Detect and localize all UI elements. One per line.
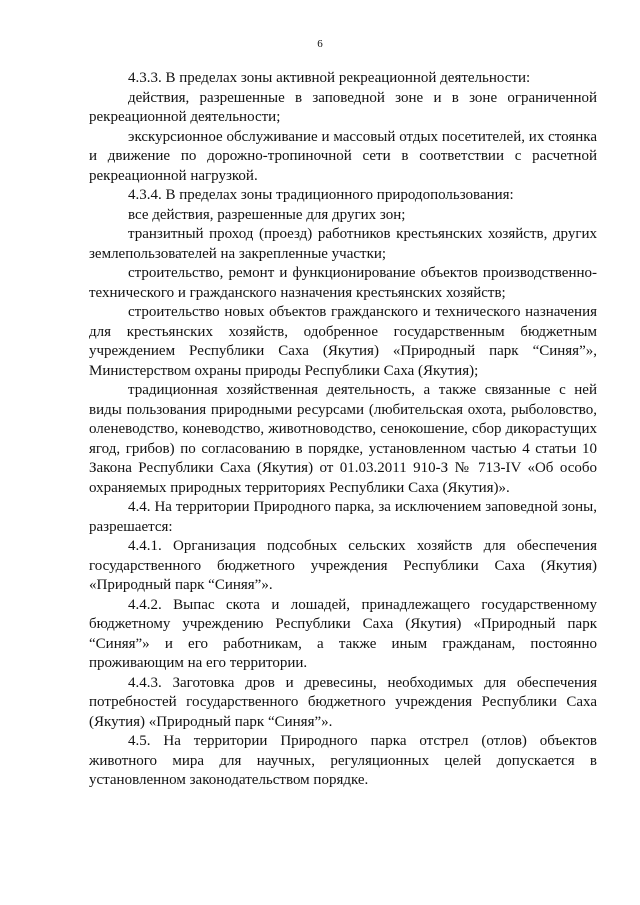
paragraph-construction-repair: строительство, ремонт и функционирование объектов производственно-технического и гражданского назначения крестьянских хозяйств; (89, 265, 597, 301)
paragraph-4-4-2: 4.4.2. Выпас скота и лошадей, принадлежащего государственному бюджетному учреждению Республики Саха (Якутия) «Природный парк “Синяя”» и его работникам, а также иным гражданам, постоянно проживающим на его территории. (89, 596, 597, 671)
paragraph-new-construction: строительство новых объектов гражданского и технического назначения для крестьянских хозяйств, одобренное государственным бюджетным учреждением Республики Саха (Якутия) «Природный парк “Синяя”», Министерством охраны природы Республики Саха (Якутия); (89, 304, 597, 379)
page-number: 6 (317, 38, 323, 50)
paragraph-traditional-activity: традиционная хозяйственная деятельность, а также связанные с ней виды пользования природными ресурсами (любительская охота, рыболовство, оленеводство, коневодство, животноводство, сенокошение, сбор дикорастущих ягод, грибов) по согласованию в порядке, установленном частью 4 статьи 10 Закона Республики Саха (Якутия) от 01.03.2011 910-З № 713-IV «Об особо охраняемых природных территориях Республики Саха (Якутия)». (89, 382, 597, 496)
paragraph-excursion-service: экскурсионное обслуживание и массовый отдых посетителей, их стоянка и движение по дорожно-тропиночной сети в соответствии с расчетной рекреационной нагрузкой. (89, 128, 597, 184)
paragraph-transit-passage: транзитный проход (проезд) работников крестьянских хозяйств, других землепользователей на закрепленные участки; (89, 226, 597, 262)
paragraph-4-4: 4.4. На территории Природного парка, за исключением заповедной зоны, разрешается: (89, 499, 597, 535)
paragraph-4-3-3: 4.3.3. В пределах зоны активной рекреационной деятельности: (128, 70, 531, 86)
paragraph-4-4-1: 4.4.1. Организация подсобных сельских хозяйств для обеспечения государственного бюджетного учреждения Республики Саха (Якутия) «Природный парк “Синяя”». (89, 538, 597, 593)
paragraph-all-actions: все действия, разрешенные для других зон; (128, 206, 406, 223)
paragraph-4-4-3: 4.4.3. Заготовка дров и древесины, необходимых для обеспечения потребностей государственного бюджетного учреждения Республики Саха (Якутия) «Природный парк “Синяя”». (89, 674, 597, 730)
paragraph-4-3-4: 4.3.4. В пределах зоны традиционного природопользования: (128, 187, 514, 203)
document-body (89, 69, 597, 791)
paragraph-4-5: 4.5. На территории Природного парка отстрел (отлов) объектов животного мира для научных, регуляционных целей допускается в установленном законодательством порядке. (89, 733, 597, 788)
paragraph-permitted-actions: действия, разрешенные в заповедной зоне и в зоне ограниченной рекреационной деятельности; (89, 89, 597, 125)
